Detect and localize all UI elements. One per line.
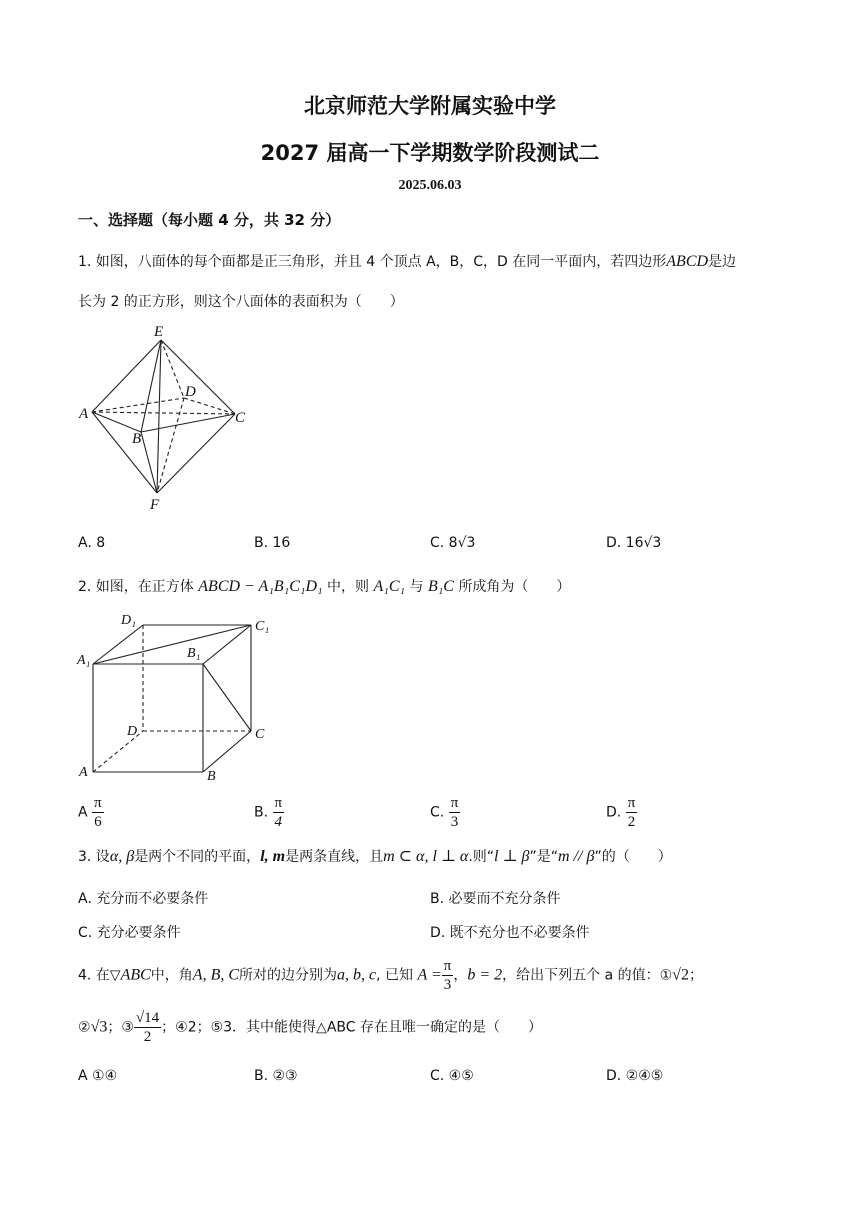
q3-option-b: B. 必要而不充分条件 xyxy=(430,891,561,907)
q4-text-j: b = 2 xyxy=(467,966,503,984)
q1-text-a: 1. 如图，八面体的每个面都是正三角形，并且 4 个顶点 xyxy=(78,254,422,270)
label-b: B xyxy=(207,769,216,784)
q4-option-b: B. ②③ xyxy=(254,1068,298,1084)
q3-text-h: l ⊥ β xyxy=(494,848,530,865)
q2-text-c: 中，则 xyxy=(327,579,370,595)
label-d: D xyxy=(127,724,138,739)
q3-option-d: D. 既不充分也不必要条件 xyxy=(430,925,590,941)
q2-option-b-fraction: $\frac{\pi}{4}$ xyxy=(274,795,283,830)
q4-line2-d: ；④2；⑤3．其中能使得△ABC 存在且唯一确定的是（ ） xyxy=(161,1019,542,1036)
q2-option-b-letter: B. xyxy=(254,804,269,821)
label-d1: D₁ xyxy=(121,613,136,628)
q1-option-b: B. 16 xyxy=(254,535,291,551)
q4-option-c: C. ④⑤ xyxy=(430,1068,474,1084)
q2-option-a xyxy=(78,794,104,831)
q4-text-i: ， xyxy=(453,967,468,984)
q1-option-d: D. 16√3 xyxy=(606,535,662,551)
label-a1: A₁ xyxy=(77,653,91,668)
q4-text-a: 4. 在▽ xyxy=(78,967,121,984)
question-1-line-2: 长为 2 的正方形，则这个八面体的表面积为（ ） xyxy=(78,294,404,310)
q1-option-a: A. 8 xyxy=(78,535,106,551)
q2-text-d: A₁C₁ xyxy=(373,578,406,595)
label-c: C xyxy=(235,410,246,426)
q2-option-a-fraction: $\frac{\pi}{6}$ xyxy=(94,795,102,830)
q4-line2-a: ② xyxy=(78,1019,91,1036)
exam-date: 2025.06.03 xyxy=(398,178,462,193)
q4-option-a: A ①④ xyxy=(78,1068,118,1084)
q2-option-d-fraction: $\frac{\pi}{2}$ xyxy=(627,795,636,830)
label-f: F xyxy=(150,497,160,513)
q2-option-d-letter: D. xyxy=(606,804,622,821)
q1-option-c: C. 8√3 xyxy=(430,535,476,551)
question-1-line-1 xyxy=(78,252,736,272)
q3-text-f: m ⊂ α, l ⊥ α xyxy=(383,848,469,865)
label-e: E xyxy=(154,324,164,340)
q3-text-b: α, β xyxy=(109,848,135,865)
q4-text-f: a, b, c xyxy=(337,966,377,984)
label-a: A xyxy=(79,765,88,780)
q3-text-k: ”的（ ） xyxy=(594,849,672,865)
q2-option-c-fraction: $\frac{\pi}{3}$ xyxy=(450,795,459,830)
section-title: 一、选择题（每小题 4 分，共 32 分） xyxy=(78,211,341,229)
q3-text-i: ”是“ xyxy=(529,849,559,865)
q3-text-j: m // β xyxy=(558,848,595,865)
school-name: 北京师范大学附属实验中学 xyxy=(304,94,556,118)
question-4-line-2 xyxy=(78,1009,542,1046)
q4-angle-fraction: $\frac{\pi}{3}$ xyxy=(443,958,452,993)
label-b: B xyxy=(132,431,142,447)
label-c: C xyxy=(255,727,265,742)
label-b1: B₁ xyxy=(187,646,201,661)
q4-line2-b: √3 xyxy=(90,1018,108,1036)
label-a: A xyxy=(79,406,89,422)
q4-line2-c: ；③ xyxy=(107,1019,134,1036)
q4-text-e: 所对的边分别为 xyxy=(239,967,338,984)
question-3-line-1 xyxy=(78,847,672,867)
q3-option-a: A. 充分而不必要条件 xyxy=(78,891,209,907)
q4-text-k: ，给出下列五个 a 的值：① xyxy=(502,967,673,984)
q2-option-c-letter: C. xyxy=(430,804,445,821)
q2-option-a-letter: A xyxy=(78,804,88,821)
label-d: D xyxy=(185,384,196,400)
q1-text-b: A，B，C，D 在同一平面内，若四边形 xyxy=(426,254,667,270)
q3-text-a: 3. 设 xyxy=(78,849,110,865)
q3-text-d: l, m xyxy=(260,848,286,865)
q2-text-b: ABCD − A₁B₁C₁D₁ xyxy=(198,578,323,595)
q2-option-b xyxy=(254,794,284,831)
q2-text-a: 2. 如图，在正方体 xyxy=(78,579,194,595)
q4-text-g: , 已知 xyxy=(376,967,414,984)
q4-text-l: √2 xyxy=(672,966,689,984)
q4-text-b: ABC xyxy=(120,966,151,984)
q2-text-f: B₁C xyxy=(427,578,454,595)
cube-figure xyxy=(75,610,280,785)
q4-sqrt14-fraction: $\frac{√14}{2}$ xyxy=(135,1010,160,1045)
q4-text-c: 中，角 xyxy=(150,967,193,984)
question-2-line-1 xyxy=(78,577,570,597)
q4-text-m: ； xyxy=(688,967,703,984)
octahedron-figure xyxy=(75,320,255,515)
q2-option-d xyxy=(606,794,637,831)
q4-text-d: A, B, C xyxy=(192,966,240,984)
q2-text-g: 所成角为（ ） xyxy=(458,579,571,595)
exam-title: 2027 届高一下学期数学阶段测试二 xyxy=(260,141,600,165)
question-4-line-1 xyxy=(78,957,703,994)
q2-text-e: 与 xyxy=(409,579,424,595)
q3-text-c: 是两个不同的平面， xyxy=(134,849,261,865)
q4-text-h: A = xyxy=(417,966,442,984)
q1-text-d: 是边 xyxy=(708,254,737,270)
q3-text-g: .则“ xyxy=(468,849,495,865)
q3-text-e: 是两条直线，且 xyxy=(285,849,384,865)
q3-option-c: C. 充分必要条件 xyxy=(78,925,181,941)
q1-text-c: ABCD xyxy=(666,253,709,270)
q2-option-c xyxy=(430,794,460,831)
label-c1: C₁ xyxy=(255,619,270,634)
q4-option-d: D. ②④⑤ xyxy=(606,1068,664,1084)
